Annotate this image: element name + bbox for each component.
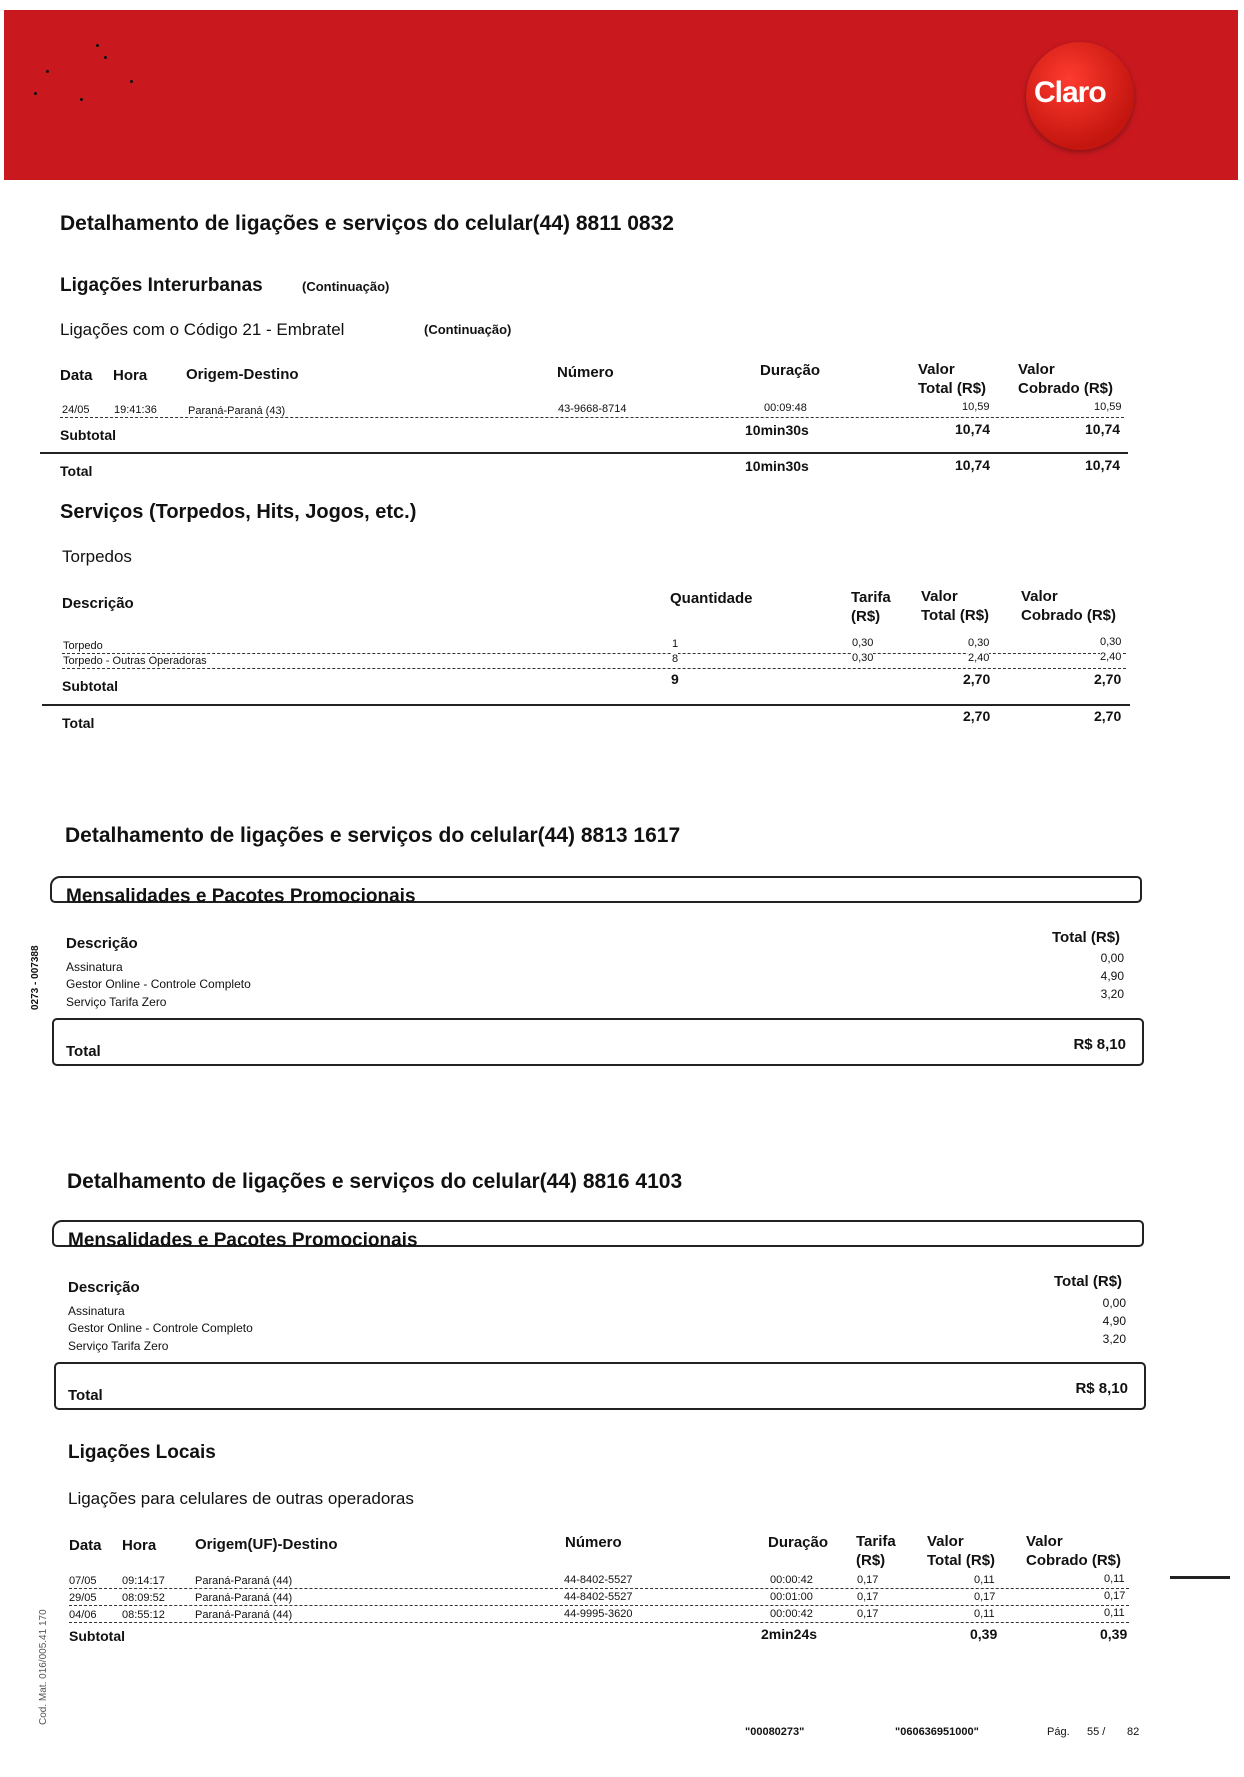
total-value: R$ 8,10 (1073, 1036, 1126, 1053)
group-note: (Continuação) (302, 279, 390, 294)
col-origem: Origem-Destino (186, 366, 299, 383)
col-descricao: Descrição (68, 1279, 140, 1296)
invoice-page: Claro Detalhamento de ligações e serviços do celular(44) 8811 0832 Ligações Interurbanas (Continuação) Ligações com o Código 21 - Embratel (Continuação) Data Hora Origem-Destino Número Duração Valor Total (R$) Valor Cobrado (R$) 24/05 19:41:36 Paraná-Paraná (43) 43-9668-8714 00:09:48 10,59 10,59 Subtotal 10min30s 10,74 10,74 Total 10min30s 10,74 10,74 Serviços (Torpedos, Hits, Jogos, etc.) Torpedos Descrição Quantidade Tarifa (R$) Valor Total (R$) Valor Cobrado (R$) Torpedo 1 0,30 0,30 0,30 Torpedo - Outras Operadoras 8 0,30 2,40 2,40 Subtotal 9 2,70 2,70 Total 2,70 2,70 Detalhamento de ligações e serviços do celular(44) 8813 1617 Mensalidades e Pacotes Promocionais Descrição Total (R$) Assinatura 0,00 Gestor Online - Controle Completo 4,90 Serviço Tarifa Zero 3,20 Total R$ 8,10 Detalhamento de ligações e serviços do celular(44) 8816 4103 Mensalidades e Pacotes Promocionais Descrição Total (R$) Assinatura 0,00 Gestor Online - Controle Completo 4,90 Serviço Tarifa Zero 3,20 Total R$ 8,10 Ligações Locais Ligações para celulares de outras operadoras Data Hora Origem(UF)-Destino Número Duração Tarifa (R$) Valor Total (R$) Valor Cobrado (R$) 07/05 09:14:17 Paraná-Paraná (44) 44-8402-5527 00:00:42 0,17 0,11 0,11 29/05 08:09:52 Paraná-Paraná (44) 44-8402-5527 00:01:00 0,17 0,17 0,17 04/06 08:55:12 Paraná-Paraná (44) 44-9995-3620 00:00:42 0,17 0,11 0,11 Subtotal 2min24s 0,39 0,39 "00080273" "060636951000" Pág. 55 / 82 0273 - 007388 Cod. Mat. 016/005.41 170 (0, 0, 1244, 1777)
col-numero: Número (565, 1534, 622, 1551)
col-hora: Hora (113, 367, 148, 384)
list-item: Assinatura (66, 960, 123, 974)
section1-title: Detalhamento de ligações e serviços do celular(44) 8811 0832 (60, 212, 674, 235)
col-tarifa: Tarifa (R$) (851, 589, 891, 625)
col-valor-total: Valor Total (R$) (918, 361, 987, 397)
list-item-value: 4,90 (1102, 1314, 1126, 1328)
list-item-value: 4,90 (1100, 969, 1124, 983)
subgroup-title: Ligações com o Código 21 - Embratel (60, 320, 345, 339)
section3-title: Detalhamento de ligações e serviços do celular(44) 8816 4103 (67, 1170, 683, 1193)
col-hora: Hora (122, 1537, 157, 1554)
col-valor-cobrado: Valor Cobrado (R$) (1018, 361, 1113, 397)
footer-code-2: "060636951000" (895, 1726, 979, 1738)
locais-subtitle: Ligações para celulares de outras operadoras (68, 1489, 414, 1508)
footer-code-1: "00080273" (745, 1726, 805, 1738)
section2-title: Detalhamento de ligações e serviços do celular(44) 8813 1617 (65, 824, 681, 847)
total-box (54, 1362, 1146, 1410)
page-number: 55 / (1087, 1726, 1106, 1738)
header-banner (4, 10, 1238, 180)
col-origem: Origem(UF)-Destino (195, 1536, 338, 1553)
col-duracao: Duração (768, 1534, 829, 1551)
side-material-code: Cod. Mat. 016/005.41 170 (38, 1609, 49, 1725)
services-subtitle: Torpedos (62, 547, 132, 566)
col-descricao: Descrição (66, 935, 138, 952)
total-box (52, 1018, 1144, 1066)
side-code: 0273 - 007388 (30, 945, 41, 1010)
col-valor-total: Valor Total (R$) (921, 588, 990, 624)
col-quantidade: Quantidade (670, 590, 753, 607)
list-item-value: 0,00 (1100, 951, 1124, 965)
col-tarifa: Tarifa (R$) (856, 1533, 896, 1569)
mensalidades-box-header: Mensalidades e Pacotes Promocionais (52, 1220, 1144, 1247)
col-numero: Número (557, 364, 614, 381)
total-label: Total (68, 1387, 103, 1404)
subgroup-note: (Continuação) (424, 322, 512, 337)
mensalidades-box-header: Mensalidades e Pacotes Promocionais (50, 876, 1142, 903)
page-total: 82 (1127, 1726, 1140, 1738)
list-item: Serviço Tarifa Zero (68, 1339, 169, 1353)
col-duracao: Duração (760, 362, 821, 379)
margin-mark (1170, 1576, 1230, 1579)
list-item: Assinatura (68, 1304, 125, 1318)
col-valor-cobrado: Valor Cobrado (R$) (1021, 588, 1116, 624)
page-label: Pág. (1047, 1726, 1070, 1738)
col-valor-total: Valor Total (R$) (927, 1533, 996, 1569)
claro-logo (1026, 42, 1134, 150)
brand-name: Claro (1034, 76, 1106, 109)
col-total: Total (R$) (1052, 929, 1121, 946)
list-item: Serviço Tarifa Zero (66, 995, 167, 1009)
list-item: Gestor Online - Controle Completo (68, 1321, 253, 1335)
col-total: Total (R$) (1054, 1273, 1123, 1290)
total-value: R$ 8,10 (1075, 1380, 1128, 1397)
col-valor-cobrado: Valor Cobrado (R$) (1026, 1533, 1121, 1569)
list-item-value: 3,20 (1100, 987, 1124, 1001)
group-title: Ligações Interurbanas (60, 275, 263, 296)
total-label: Total (66, 1043, 101, 1060)
list-item: Gestor Online - Controle Completo (66, 977, 251, 991)
list-item-value: 0,00 (1102, 1296, 1126, 1310)
locais-title: Ligações Locais (68, 1442, 216, 1463)
col-data: Data (60, 367, 93, 384)
services-title: Serviços (Torpedos, Hits, Jogos, etc.) (60, 501, 417, 523)
col-data: Data (69, 1537, 102, 1554)
list-item-value: 3,20 (1102, 1332, 1126, 1346)
col-descricao: Descrição (62, 595, 134, 612)
